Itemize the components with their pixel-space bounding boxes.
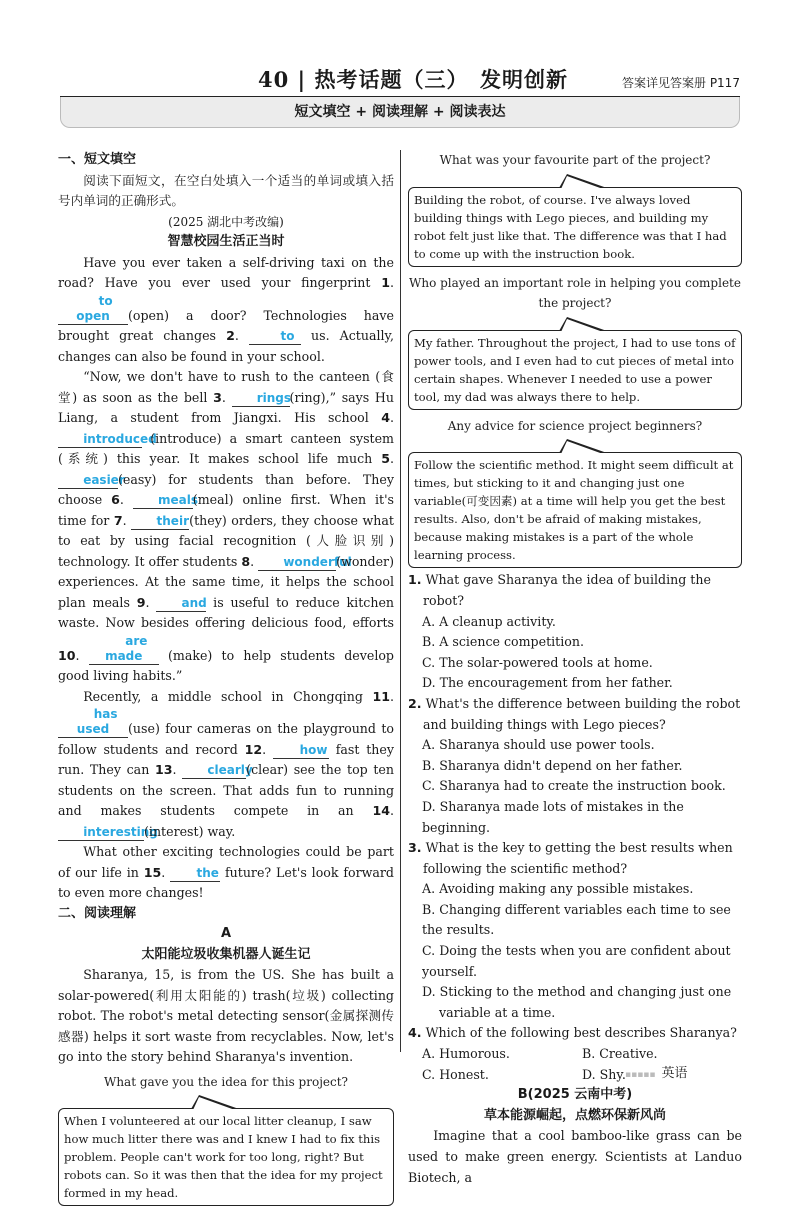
question-3-option-d: D. Sticking to the method and changing just one variable at a time. (422, 984, 732, 1020)
question-4-option-c: C. Honest. (422, 1066, 489, 1082)
question-3-number: 3. (408, 840, 422, 856)
answer-blank-9: and (156, 596, 206, 612)
question-2 (408, 694, 742, 838)
interview-answer-1-text: When I volunteered at our local litter cleanup, I saw how much litter there was and I knew I had to fix this problem. People can't work for too long, right? But robots can. So it was then that the idea for my project formed in my head. (64, 1114, 383, 1200)
answer-blank-13: clearly (182, 763, 246, 779)
question-1-option-b: B. A science competition. (422, 634, 584, 650)
answer-blank-10: are made (89, 634, 159, 665)
question-1-option-c: C. The solar-powered tools at home. (422, 654, 653, 670)
interview-question-2: What was your favourite part of the project? (439, 153, 711, 167)
passage-a-title: 太阳能垃圾收集机器人诞生记 (141, 946, 311, 962)
column-divider (400, 150, 401, 1052)
question-3 (408, 838, 742, 1023)
question-3-option-c: C. Doing the tests when you are confident about yourself. (422, 943, 731, 979)
cloze-paragraph-2: “Now, we don't have to rush to the canteen (食堂) as soon as the bell 3. rings(ring),” says Hu Liang, a student from Jiangxi. His school 4. introduced (introduce) a smart canteen system (系统) this year. It makes school life much 5. easier(easy) for students than before. They choose 6. meals(meal) online first. When it's time for 7. their(they) orders, they choose what to eat by using facial recognition (人脸识别) technology. It offer students 8. wonderful(wonder) experiences. At the same time, it helps the school plan meals 9. and is useful to reduce kitchen waste. Now besides offering delicious food, efforts 10. are made (make) to help students develop good living habits.” (58, 369, 395, 683)
question-1-stem: What gave Sharanya the idea of building the robot? (423, 572, 711, 608)
interview-question-1: What gave you the idea for this project? (103, 1074, 348, 1089)
interview-question-3: Who played an important role in helping you complete the project? (409, 275, 741, 311)
right-column (408, 150, 742, 1188)
question-2-option-c: C. Sharanya had to create the instruction book. (422, 778, 726, 794)
passage-b-title: 草本能源崛起，点燃环保新风尚 (483, 1107, 666, 1123)
answer-blank-1: to open (58, 294, 128, 325)
question-3-option-a: A. Avoiding making any possible mistakes. (422, 881, 694, 897)
question-3-option-b: B. Changing different variables each time to see the results. (422, 901, 731, 938)
passage-a-label: A (220, 926, 232, 941)
question-1-option-a: A. A cleanup activity. (422, 613, 556, 629)
passage-b-label: B(2025 云南中考) (517, 1087, 633, 1103)
passage-a-intro: Sharanya, 15, is from the US. She has built a solar-powered(利用太阳能的) trash(垃圾) collecting robot. The robot's metal detecting sensor(金属探测传感器) helps it sort waste from recyclables. Now, let's go into the story behind Sharanya's invention. (58, 967, 394, 1064)
cloze-source: (2025 湖北中考改编) (168, 214, 284, 229)
answer-blank-15: the (170, 866, 220, 882)
speech-bubble-tail (559, 439, 607, 453)
question-1-option-d: D. The encouragement from her father. (422, 675, 673, 691)
left-column (58, 150, 394, 1212)
answer-blank-2: to (249, 329, 301, 345)
speech-bubble-tail (559, 317, 607, 331)
sections-banner: 短文填空 + 阅读理解 + 阅读表达 (60, 97, 740, 128)
cloze-paragraph-1: Have you ever taken a self-driving taxi on the road? Have you ever used your fingerprint 1. to open (open) a door? Technologies have brought great changes 2. to us. Actually, changes can also be found in your school. (58, 254, 394, 364)
cloze-paragraph-3: Recently, a middle school in Chongqing 11. has used (use) four cameras on the playground to follow students and record 12. how fast they run. They can 13. clearly(clear) see the top ten students on the screen. That adds fun to running and makes students compete in an 14. interesting(interest) way. (58, 688, 394, 839)
reading-section-title: 二、阅读理解 (58, 905, 137, 921)
interview-answer-3-text: My father. Throughout the project, I had to use tons of power tools, and I even had to cut pieces of metal into certain shapes. Whenever I needed to use a power tool, my dad was always there to help. (414, 335, 736, 404)
answer-blank-3: rings (232, 391, 290, 407)
footer-decoration: ▪▪▪▪▪ (625, 1070, 656, 1080)
answer-blank-8: wonderful (258, 555, 336, 571)
question-2-option-b: B. Sharanya didn't depend on her father. (422, 757, 683, 773)
question-1-number: 1. (408, 572, 422, 588)
interview-answer-4-text: Follow the scientific method. It might seem difficult at times, but sticking to it and changing just one variable(可变因素) at a time will help you get the best results. Also, don't be afraid of making mistakes, because making mistakes is a part of the whole learning process. (414, 458, 734, 563)
interview-answer-2 (408, 187, 742, 267)
answer-blank-11: has used (58, 707, 128, 738)
answer-blank-5: easier (58, 473, 118, 489)
speech-bubble-tail (191, 1095, 239, 1109)
question-4 (408, 1023, 742, 1085)
cloze-title: 智慧校园生活正当时 (167, 234, 285, 249)
question-4-number: 4. (408, 1025, 422, 1041)
cloze-section-title: 一、短文填空 (58, 152, 137, 167)
interview-answer-3 (408, 330, 742, 410)
question-2-option-d: D. Sharanya made lots of mistakes in the beginning. (422, 798, 684, 835)
cloze-paragraph-4: What other exciting technologies could be part of our life in 15. the future? Let's look forward to even more changes! (58, 844, 394, 900)
interview-answer-4 (408, 452, 742, 568)
answer-blank-4: introduced (58, 432, 142, 448)
question-4-option-b: B. Creative. (582, 1046, 658, 1062)
question-3-stem: What is the key to getting the best results when following the scientific method? (423, 840, 733, 876)
footer-subject-label: 英语 (661, 1066, 688, 1081)
page-title: 40 | 热考话题（三） 发明创新 (258, 67, 568, 92)
question-2-number: 2. (408, 695, 422, 711)
question-1 (408, 570, 742, 694)
question-2-option-a: A. Sharanya should use power tools. (422, 737, 655, 753)
passage-b-text: Imagine that a cool bamboo-like grass can be used to make green energy. Scientists at Landuo Biotech, a (408, 1128, 742, 1185)
interview-question-4: Any advice for science project beginners? (447, 418, 703, 433)
question-4-option-d: D. Shy. (582, 1066, 626, 1082)
footer-subject (625, 1062, 688, 1081)
speech-bubble-tail (559, 174, 607, 188)
answer-blank-14: interesting (58, 825, 144, 841)
question-4-option-a: A. Humorous. (422, 1046, 510, 1062)
interview-answer-2-text: Building the robot, of course. I've always loved building things with Lego pieces, and building my robot felt just like that. The difference was that I had to come up with the instruction book. (414, 192, 727, 261)
answer-blank-7: their (131, 514, 189, 530)
question-2-stem: What's the difference between building the robot and building things with Lego pieces? (423, 695, 741, 732)
interview-answer-1 (58, 1108, 394, 1206)
answer-blank-6: meals (133, 493, 193, 509)
cloze-instruction: 阅读下面短文，在空白处填入一个适当的单词或填入括号内单词的正确形式。 (58, 172, 394, 208)
answer-blank-12: how (273, 743, 329, 759)
answer-reference: 答案详见答案册 P117 (622, 76, 740, 90)
question-4-stem: Which of the following best describes Sharanya? (425, 1025, 737, 1041)
